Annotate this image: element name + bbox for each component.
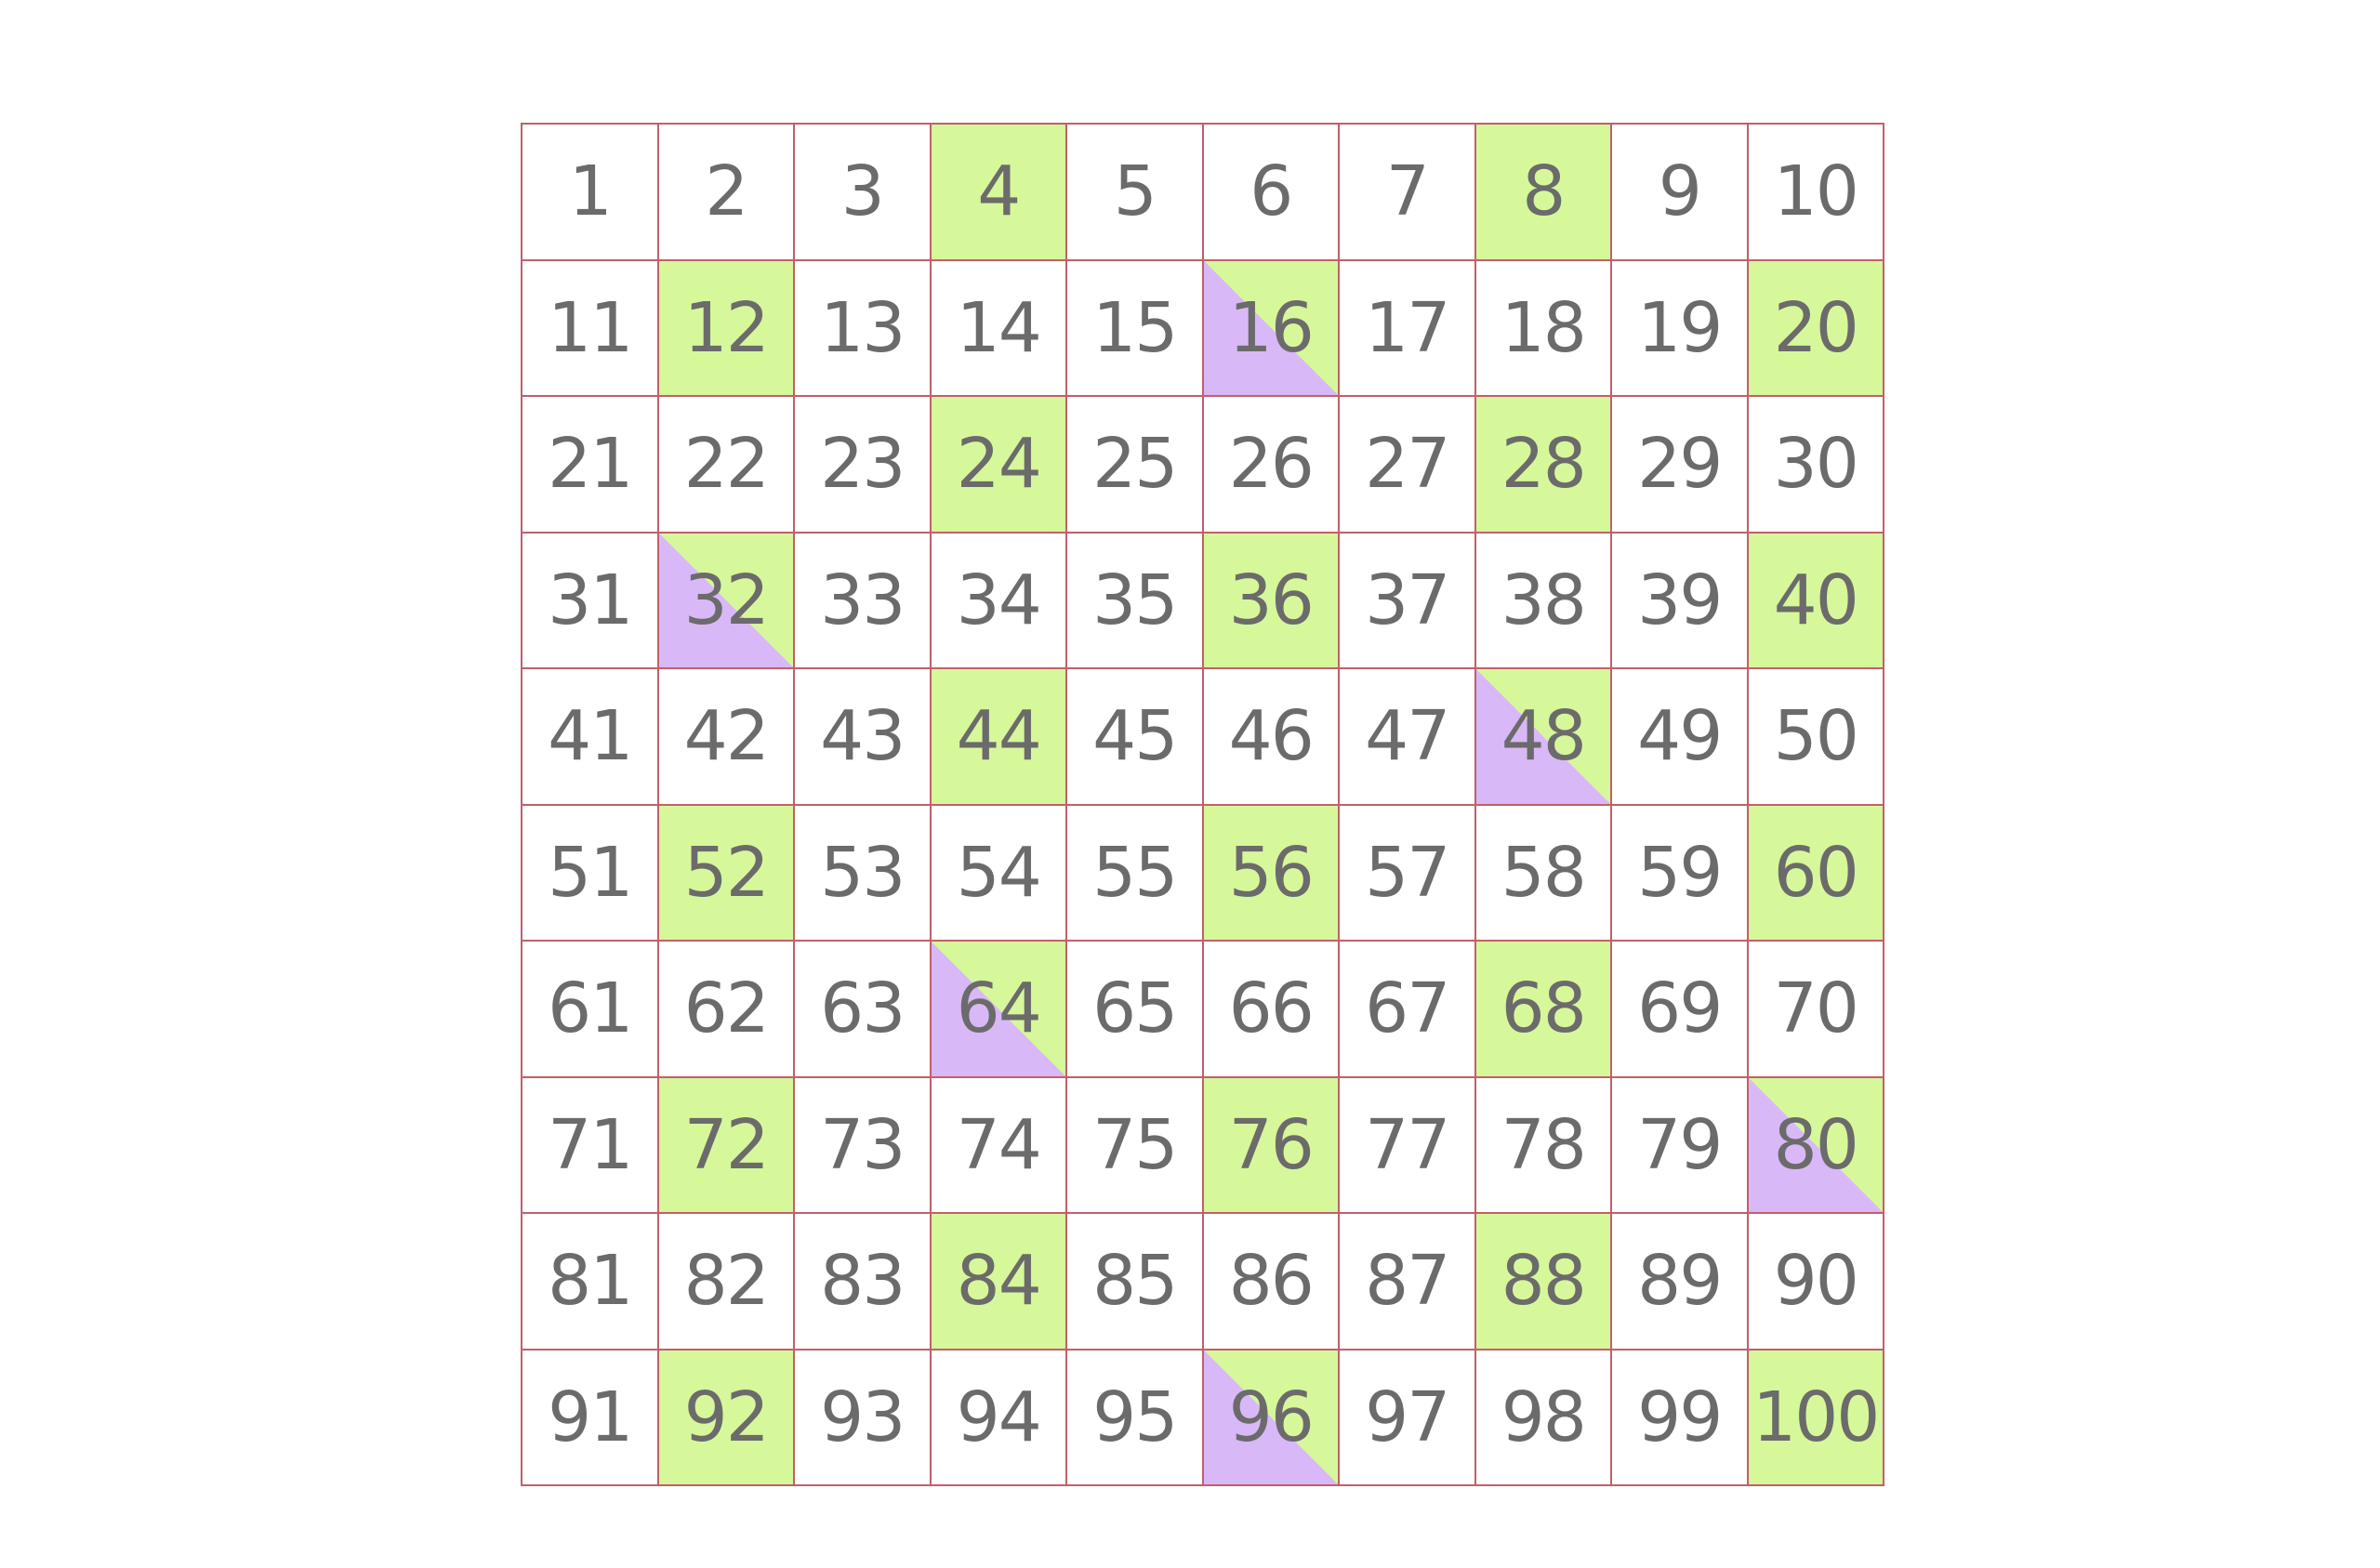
grid-cell-88 [1476, 1214, 1613, 1351]
grid-cell-70 [1749, 942, 1885, 1078]
grid-cell-33 [795, 534, 932, 670]
cell-number: 70 [1773, 968, 1858, 1049]
grid-cell-42 [659, 669, 796, 806]
grid-cell-75 [1067, 1078, 1204, 1215]
grid-cell-83 [795, 1214, 932, 1351]
grid-cell-12 [659, 261, 796, 398]
grid-cell-18 [1476, 261, 1613, 398]
grid-cell-11 [522, 261, 659, 398]
grid-cell-90 [1749, 1214, 1885, 1351]
cell-number: 58 [1501, 832, 1585, 913]
cell-number: 53 [820, 832, 905, 913]
grid-cell-28 [1476, 397, 1613, 534]
grid-cell-36 [1204, 534, 1341, 670]
cell-number: 5 [1113, 152, 1156, 232]
grid-cell-45 [1067, 669, 1204, 806]
grid-cell-9 [1612, 125, 1749, 261]
grid-cell-54 [932, 806, 1068, 942]
grid-cell-39 [1612, 534, 1749, 670]
cell-number: 31 [548, 560, 632, 640]
grid-cell-14 [932, 261, 1068, 398]
grid-cell-56 [1204, 806, 1341, 942]
cell-number: 82 [683, 1241, 768, 1322]
grid-cell-78 [1476, 1078, 1613, 1215]
grid-cell-24 [932, 397, 1068, 534]
grid-cell-50 [1749, 669, 1885, 806]
grid-cell-61 [522, 942, 659, 1078]
cell-number: 24 [956, 424, 1040, 505]
cell-number: 80 [1773, 1104, 1858, 1185]
cell-number: 36 [1228, 560, 1313, 640]
cell-number: 10 [1773, 152, 1858, 232]
grid-cell-84 [932, 1214, 1068, 1351]
grid-cell-95 [1067, 1351, 1204, 1487]
grid-cell-25 [1067, 397, 1204, 534]
grid-cell-94 [932, 1351, 1068, 1487]
cell-number: 79 [1637, 1104, 1722, 1185]
cell-number: 22 [683, 424, 768, 505]
grid-cell-23 [795, 397, 932, 534]
cell-number: 14 [956, 287, 1040, 368]
grid-cell-41 [522, 669, 659, 806]
grid-cell-55 [1067, 806, 1204, 942]
grid-cell-22 [659, 397, 796, 534]
grid-cell-58 [1476, 806, 1613, 942]
cell-number: 15 [1092, 287, 1177, 368]
grid-cell-32 [659, 534, 796, 670]
grid-cell-19 [1612, 261, 1749, 398]
cell-number: 9 [1658, 152, 1700, 232]
cell-number: 48 [1501, 696, 1585, 777]
grid-cell-7 [1340, 125, 1476, 261]
cell-number: 50 [1773, 696, 1858, 777]
cell-number: 19 [1637, 287, 1722, 368]
grid-cell-5 [1067, 125, 1204, 261]
cell-number: 87 [1365, 1241, 1449, 1322]
cell-number: 35 [1092, 560, 1177, 640]
grid-cell-35 [1067, 534, 1204, 670]
grid-cell-37 [1340, 534, 1476, 670]
grid-cell-51 [522, 806, 659, 942]
cell-number: 43 [820, 696, 905, 777]
cell-number: 77 [1365, 1104, 1449, 1185]
grid-cell-30 [1749, 397, 1885, 534]
grid-cell-77 [1340, 1078, 1476, 1215]
grid-cell-53 [795, 806, 932, 942]
cell-number: 96 [1228, 1377, 1313, 1457]
grid-cell-1 [522, 125, 659, 261]
cell-number: 93 [820, 1377, 905, 1457]
cell-number: 76 [1228, 1104, 1313, 1185]
cell-number: 25 [1092, 424, 1177, 505]
cell-number: 23 [820, 424, 905, 505]
grid-cell-2 [659, 125, 796, 261]
grid-cell-26 [1204, 397, 1341, 534]
grid-cell-47 [1340, 669, 1476, 806]
cell-number: 81 [548, 1241, 632, 1322]
cell-number: 51 [548, 832, 632, 913]
grid-cell-20 [1749, 261, 1885, 398]
cell-number: 98 [1501, 1377, 1585, 1457]
grid-cell-72 [659, 1078, 796, 1215]
cell-number: 21 [548, 424, 632, 505]
cell-number: 12 [683, 287, 768, 368]
cell-number: 99 [1637, 1377, 1722, 1457]
grid-cell-63 [795, 942, 932, 1078]
grid-cell-79 [1612, 1078, 1749, 1215]
grid-cell-4 [932, 125, 1068, 261]
cell-number: 66 [1228, 968, 1313, 1049]
grid-cell-74 [932, 1078, 1068, 1215]
cell-number: 39 [1637, 560, 1722, 640]
grid-cell-87 [1340, 1214, 1476, 1351]
grid-cell-96 [1204, 1351, 1341, 1487]
cell-number: 41 [548, 696, 632, 777]
grid-cell-52 [659, 806, 796, 942]
cell-number: 45 [1092, 696, 1177, 777]
cell-number: 69 [1637, 968, 1722, 1049]
cell-number: 56 [1228, 832, 1313, 913]
cell-number: 55 [1092, 832, 1177, 913]
cell-number: 34 [956, 560, 1040, 640]
cell-number: 62 [683, 968, 768, 1049]
grid-cell-43 [795, 669, 932, 806]
cell-number: 32 [683, 560, 768, 640]
grid-cell-86 [1204, 1214, 1341, 1351]
cell-number: 27 [1365, 424, 1449, 505]
cell-number: 86 [1228, 1241, 1313, 1322]
cell-number: 11 [548, 287, 632, 368]
cell-number: 78 [1501, 1104, 1585, 1185]
grid-cell-48 [1476, 669, 1613, 806]
grid-cell-62 [659, 942, 796, 1078]
cell-number: 44 [956, 696, 1040, 777]
grid-cell-100 [1749, 1351, 1885, 1487]
cell-number: 89 [1637, 1241, 1722, 1322]
cell-number: 74 [956, 1104, 1040, 1185]
cell-number: 92 [683, 1377, 768, 1457]
cell-number: 42 [683, 696, 768, 777]
cell-number: 17 [1365, 287, 1449, 368]
grid-cell-60 [1749, 806, 1885, 942]
grid-cell-69 [1612, 942, 1749, 1078]
cell-number: 84 [956, 1241, 1040, 1322]
cell-number: 95 [1092, 1377, 1177, 1457]
cell-number: 33 [820, 560, 905, 640]
grid-cell-89 [1612, 1214, 1749, 1351]
grid-cell-49 [1612, 669, 1749, 806]
cell-number: 1 [568, 152, 611, 232]
grid-cell-98 [1476, 1351, 1613, 1487]
grid-cell-65 [1067, 942, 1204, 1078]
cell-number: 90 [1773, 1241, 1858, 1322]
cell-number: 8 [1522, 152, 1565, 232]
cell-number: 94 [956, 1377, 1040, 1457]
cell-number: 20 [1773, 287, 1858, 368]
cell-number: 65 [1092, 968, 1177, 1049]
grid-cell-38 [1476, 534, 1613, 670]
cell-number: 30 [1773, 424, 1858, 505]
grid-cell-31 [522, 534, 659, 670]
cell-number: 16 [1228, 287, 1313, 368]
cell-number: 85 [1092, 1241, 1177, 1322]
cell-number: 67 [1365, 968, 1449, 1049]
grid-cell-64 [932, 942, 1068, 1078]
cell-number: 29 [1637, 424, 1722, 505]
grid-cell-16 [1204, 261, 1341, 398]
cell-number: 6 [1250, 152, 1292, 232]
grid-cell-6 [1204, 125, 1341, 261]
grid-cell-82 [659, 1214, 796, 1351]
cell-number: 46 [1228, 696, 1313, 777]
cell-number: 68 [1501, 968, 1585, 1049]
grid-cell-27 [1340, 397, 1476, 534]
cell-number: 52 [683, 832, 768, 913]
cell-number: 100 [1752, 1377, 1879, 1457]
grid-cell-17 [1340, 261, 1476, 398]
grid-cell-59 [1612, 806, 1749, 942]
grid-cell-93 [795, 1351, 932, 1487]
grid-cell-80 [1749, 1078, 1885, 1215]
cell-number: 83 [820, 1241, 905, 1322]
grid-cell-91 [522, 1351, 659, 1487]
grid-cell-71 [522, 1078, 659, 1215]
grid-cell-13 [795, 261, 932, 398]
grid-cell-29 [1612, 397, 1749, 534]
cell-number: 59 [1637, 832, 1722, 913]
grid-cell-81 [522, 1214, 659, 1351]
cell-number: 75 [1092, 1104, 1177, 1185]
cell-number: 49 [1637, 696, 1722, 777]
cell-number: 47 [1365, 696, 1449, 777]
cell-number: 60 [1773, 832, 1858, 913]
grid-cell-76 [1204, 1078, 1341, 1215]
cell-number: 2 [705, 152, 747, 232]
grid-cell-34 [932, 534, 1068, 670]
cell-number: 57 [1365, 832, 1449, 913]
hundred-chart-grid [521, 123, 1884, 1486]
grid-cell-57 [1340, 806, 1476, 942]
cell-number: 28 [1501, 424, 1585, 505]
grid-cell-67 [1340, 942, 1476, 1078]
cell-number: 3 [840, 152, 883, 232]
grid-cell-8 [1476, 125, 1613, 261]
cell-number: 91 [548, 1377, 632, 1457]
grid-cell-40 [1749, 534, 1885, 670]
cell-number: 37 [1365, 560, 1449, 640]
cell-number: 26 [1228, 424, 1313, 505]
grid-cell-73 [795, 1078, 932, 1215]
cell-number: 73 [820, 1104, 905, 1185]
cell-number: 64 [956, 968, 1040, 1049]
cell-number: 61 [548, 968, 632, 1049]
grid-cell-92 [659, 1351, 796, 1487]
grid-cell-68 [1476, 942, 1613, 1078]
grid-cell-99 [1612, 1351, 1749, 1487]
cell-number: 63 [820, 968, 905, 1049]
cell-number: 4 [977, 152, 1020, 232]
grid-cell-46 [1204, 669, 1341, 806]
grid-cell-66 [1204, 942, 1341, 1078]
grid-cell-44 [932, 669, 1068, 806]
grid-cell-10 [1749, 125, 1885, 261]
cell-number: 71 [548, 1104, 632, 1185]
cell-number: 13 [820, 287, 905, 368]
cell-number: 97 [1365, 1377, 1449, 1457]
grid-cell-15 [1067, 261, 1204, 398]
cell-number: 88 [1501, 1241, 1585, 1322]
cell-number: 18 [1501, 287, 1585, 368]
grid-cell-3 [795, 125, 932, 261]
grid-cell-97 [1340, 1351, 1476, 1487]
cell-number: 54 [956, 832, 1040, 913]
cell-number: 40 [1773, 560, 1858, 640]
cell-number: 7 [1385, 152, 1428, 232]
cell-number: 72 [683, 1104, 768, 1185]
cell-number: 38 [1501, 560, 1585, 640]
grid-cell-21 [522, 397, 659, 534]
grid-cell-85 [1067, 1214, 1204, 1351]
